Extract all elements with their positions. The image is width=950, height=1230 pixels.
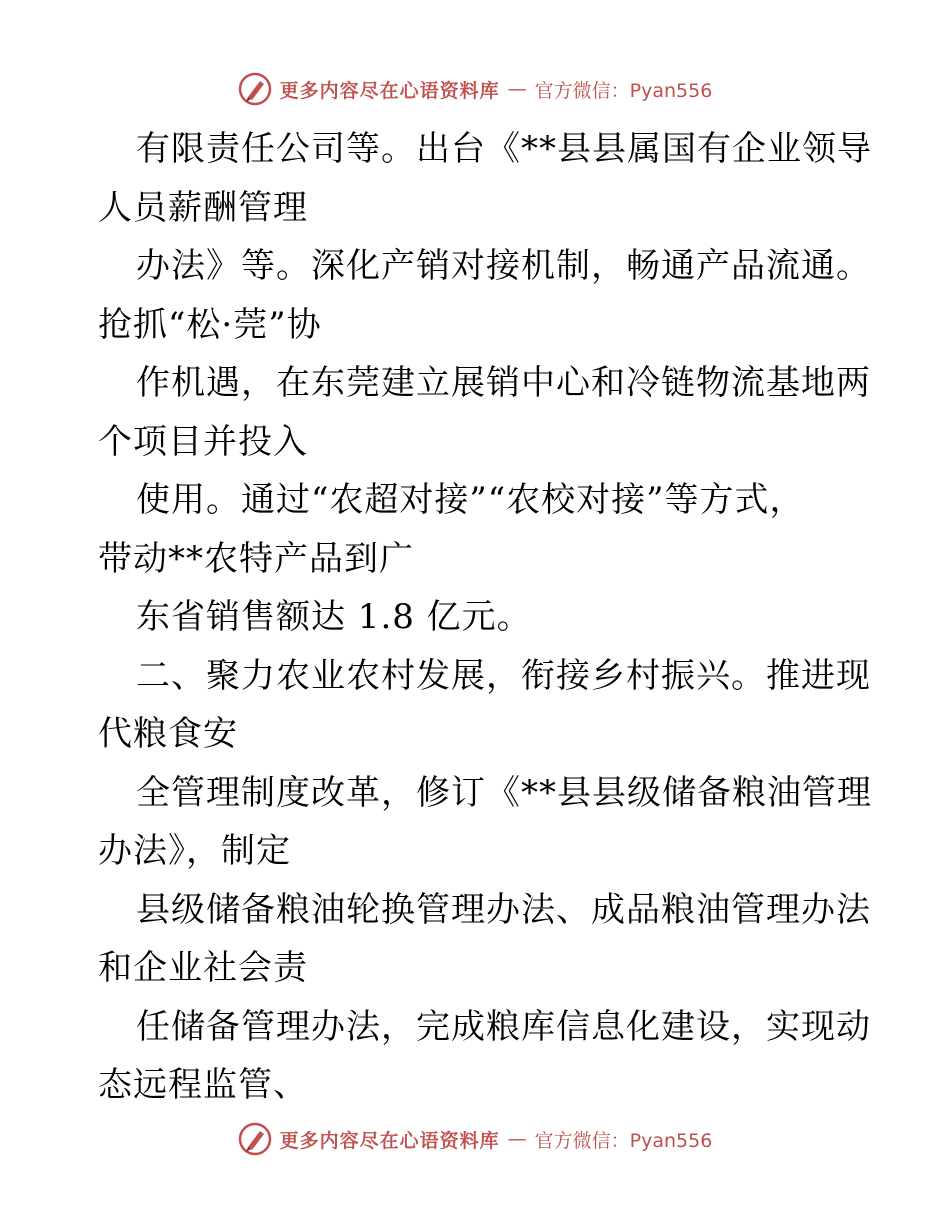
body-line: 办法》等。深化产销对接机制，畅通产品流通。 bbox=[136, 246, 871, 286]
body-line: 有限责任公司等。出台《**县县属国有企业领导 bbox=[136, 129, 872, 169]
body-line: 代粮食安 bbox=[98, 714, 238, 754]
body-line: 态远程监管、 bbox=[98, 1065, 308, 1105]
body-line: 使用。通过“农超对接”“农校对接”等方式， bbox=[136, 480, 805, 520]
document-body bbox=[98, 120, 872, 1115]
body-line: 任储备管理办法，完成粮库信息化建设，实现动 bbox=[136, 1006, 871, 1047]
watermark-separator: — bbox=[507, 1128, 527, 1150]
body-line: 办法》，制定 bbox=[98, 831, 291, 871]
pen-logo-icon bbox=[238, 1122, 272, 1156]
watermark-wechat-text: 官方微信：Pyan556 bbox=[534, 79, 713, 102]
body-line: 抢抓“松·莞”协 bbox=[98, 304, 322, 345]
body-line: 个项目并投入 bbox=[98, 421, 308, 462]
watermark-separator: — bbox=[507, 78, 527, 100]
pen-logo-icon bbox=[238, 72, 272, 106]
header-watermark bbox=[0, 72, 950, 106]
body-line: 全管理制度改革，修订《**县县级储备粮油管理 bbox=[136, 772, 872, 813]
body-line: 作机遇，在东莞建立展销中心和冷链物流基地两 bbox=[136, 363, 871, 403]
body-line: 东省销售额达 1.8 亿元。 bbox=[136, 597, 532, 637]
body-line: 县级储备粮油轮换管理办法、成品粮油管理办法 bbox=[136, 889, 871, 930]
footer-watermark bbox=[0, 1122, 950, 1156]
body-line: 和企业社会责 bbox=[98, 948, 308, 988]
body-line: 带动**农特产品到广 bbox=[98, 538, 414, 579]
watermark-wechat-text: 官方微信：Pyan556 bbox=[534, 1129, 713, 1152]
body-line: 二、聚力农业农村发展，衔接乡村振兴。推进现 bbox=[136, 655, 871, 696]
watermark-main-text: 更多内容尽在心语资料库 bbox=[279, 79, 500, 102]
body-line: 人员薪酬管理 bbox=[98, 187, 308, 228]
watermark-main-text: 更多内容尽在心语资料库 bbox=[279, 1129, 500, 1152]
